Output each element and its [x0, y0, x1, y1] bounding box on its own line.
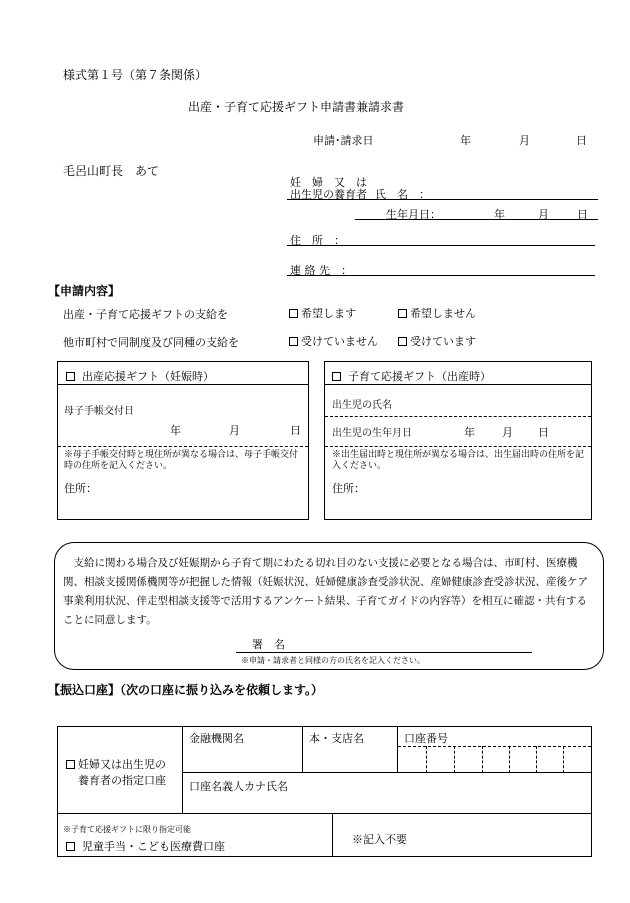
alt-account-option[interactable]: 児童手当・こども医療費口座	[66, 838, 225, 854]
divider	[325, 446, 591, 447]
account-digit-divider	[426, 746, 427, 773]
child-birth-month: 月	[502, 426, 513, 439]
divider	[324, 384, 592, 385]
applicant-address-line[interactable]	[287, 245, 595, 246]
addressee: 毛呂山町長 あて	[63, 164, 160, 178]
signature-note: ※申請・請求者と同様の方の氏名を記入ください。	[241, 656, 425, 665]
page-title: 出産・子育て応援ギフト申請書兼請求書	[188, 100, 405, 114]
account-digit-divider	[454, 746, 455, 773]
childcare-address-label: 住所：	[332, 482, 365, 495]
checkbox-icon	[289, 309, 298, 318]
applicant-contact-line[interactable]	[287, 275, 595, 276]
handbook-month: 月	[229, 424, 240, 437]
request-row2-label: 他市町村で同制度及び同種の支給を	[63, 336, 239, 349]
applicant-label-line2: 出生児の養育者	[290, 188, 367, 201]
account-digit-divider	[482, 746, 483, 773]
checkbox-icon	[66, 842, 75, 851]
row1-option-no-wish[interactable]: 希望しません	[398, 305, 476, 321]
applicant-birthdate-line[interactable]	[355, 219, 598, 220]
divider	[57, 813, 592, 814]
applicant-name-label: 氏 名 ：	[375, 188, 430, 201]
handbook-date-label: 母子手帳交付日	[64, 406, 134, 417]
divider	[182, 726, 183, 814]
account-digit-divider	[509, 746, 510, 773]
pregnancy-address-label: 住所：	[64, 482, 97, 495]
no-entry-note: ※記入不要	[352, 833, 407, 846]
account-number-label: 口座番号	[404, 732, 448, 745]
checkbox-icon	[398, 309, 407, 318]
checkbox-icon	[66, 760, 75, 769]
checkbox-icon	[289, 337, 298, 346]
applicant-birthdate-label: 生年月日：	[386, 208, 441, 221]
divider	[57, 384, 309, 385]
handbook-year: 年	[170, 424, 181, 437]
divider	[332, 814, 333, 857]
birthdate-year: 年	[494, 208, 505, 221]
pregnancy-gift-title[interactable]: 出産応援ギフト（妊娠時）	[66, 368, 214, 384]
row1-option-wish[interactable]: 希望します	[289, 305, 356, 321]
checkbox-icon	[332, 372, 341, 381]
handbook-day: 日	[290, 424, 301, 437]
divider	[182, 772, 592, 773]
divider	[325, 416, 591, 417]
signature-label: 署 名	[252, 638, 285, 651]
request-heading: 【申請内容】	[48, 284, 121, 298]
childcare-address-note: ※出生届出時と現住所が異なる場合は、出生届出時の住所を記入ください。	[332, 450, 585, 471]
divider	[397, 726, 398, 773]
form-number: 様式第１号（第７条関係）	[63, 68, 208, 82]
request-row1-label: 出産・子育て応援ギフトの支給を	[63, 308, 228, 321]
child-birthdate-label: 出生児の生年月日	[332, 428, 412, 439]
birthdate-day: 日	[577, 208, 588, 221]
checkbox-icon	[66, 372, 75, 381]
pregnancy-address-note: ※母子手帳交付時と現住所が異なる場合は、母子手帳交付時の住所を記入ください。	[64, 450, 299, 471]
applicant-name-line[interactable]	[287, 199, 598, 200]
applicant-address-label: 住 所 ：	[290, 234, 345, 247]
childcare-gift-title[interactable]: 子育て応援ギフト（出産時）	[332, 368, 491, 384]
account-digit-divider	[536, 746, 537, 773]
account-digit-divider	[563, 746, 564, 773]
kana-name-label: 口座名義人カナ氏名	[189, 780, 288, 793]
applicant-contact-label: 連 絡 先 ：	[290, 264, 352, 277]
bank-name-label: 金融機関名	[189, 732, 244, 745]
date-day: 日	[576, 134, 587, 147]
branch-label: 本・支店名	[309, 732, 364, 745]
child-name-label: 出生児の氏名	[332, 400, 392, 411]
row2-option-received[interactable]: 受けています	[398, 333, 476, 349]
bank-heading: 【振込口座】（次の口座に振り込みを依頼します。）	[48, 683, 324, 697]
alt-account-note: ※子育て応援ギフトに限り指定可能	[63, 825, 191, 834]
divider	[302, 726, 303, 773]
applicant-label-line1: 妊 婦 又 は	[290, 176, 367, 189]
designated-account-option[interactable]: 妊婦又は出生児の 養育者の指定口座	[66, 757, 166, 789]
child-birth-day: 日	[538, 426, 549, 439]
child-birth-year: 年	[464, 426, 475, 439]
row2-option-not-received[interactable]: 受けていません	[289, 333, 378, 349]
date-label: 申請･請求日	[313, 134, 374, 147]
consent-text: 支給に関わる場合及び妊娠期から子育て期にわたる切れ目のない支援に必要となる場合は、市町村、医療機関、相談支援関係機関等が把握した情報（妊娠状況、妊婦健康診査受診状況、産婦健康診査受診状況、産後ケア事業利用状況、伴走型相談支援等で活用するアンケート結果、子育てガイドの内容等）を相互に確認・共有することに同意します。	[63, 557, 588, 626]
date-year: 年	[460, 134, 471, 147]
birthdate-month: 月	[538, 208, 549, 221]
checkbox-icon	[398, 337, 407, 346]
date-month: 月	[519, 134, 530, 147]
signature-line[interactable]	[236, 652, 532, 653]
divider	[58, 446, 308, 447]
